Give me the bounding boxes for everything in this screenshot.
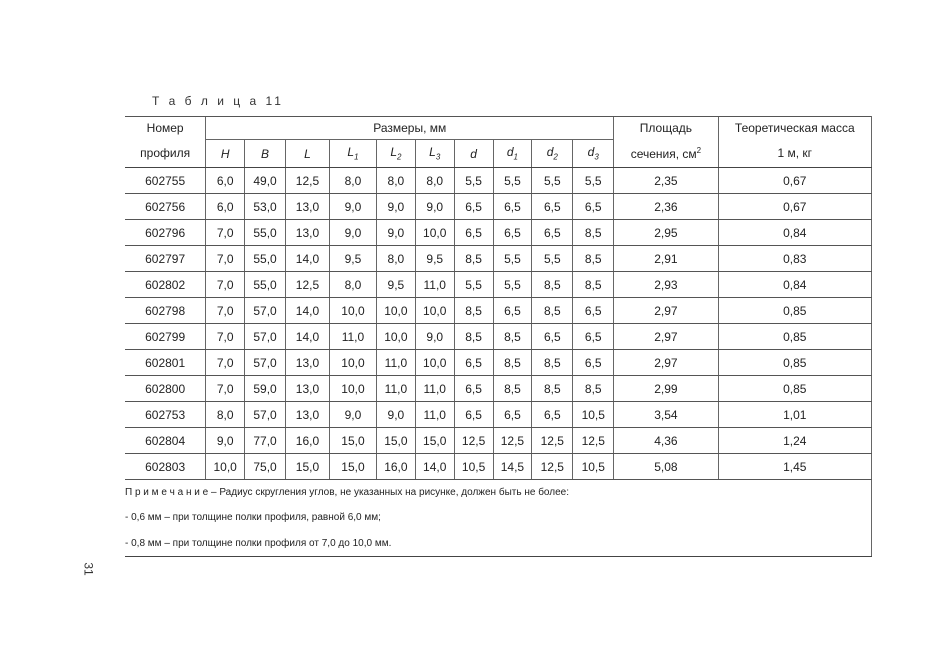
table-cell: 5,5 [493,246,532,272]
table-cell: 10,5 [454,454,493,480]
table-cell: 0,85 [718,350,871,376]
note-heading-text: П р и м е ч а н и е – Радиус скругления углов, не указанных на рисунке, должен быть не более: [125,480,872,506]
table-row [125,220,872,246]
table-cell: 13,0 [286,350,330,376]
table-cell: 12,5 [493,428,532,454]
table-cell: 57,0 [245,298,286,324]
table-cell: 13,0 [286,220,330,246]
table-cell: 10,0 [329,298,376,324]
table-cell: 5,5 [573,168,614,194]
table-cell: 11,0 [415,402,454,428]
dimension-symbol: H [220,146,230,161]
table-cell: 15,0 [286,454,330,480]
profile-number-cell: 602803 [125,454,206,480]
table-cell: 2,99 [614,376,718,402]
table-cell: 6,5 [454,220,493,246]
table-cell: 2,36 [614,194,718,220]
table-cell: 6,5 [493,298,532,324]
dimension-index: 3 [594,152,599,162]
table-cell: 6,5 [532,220,573,246]
table-cell: 2,97 [614,324,718,350]
dimension-symbol: L [390,145,397,160]
table-cell: 10,5 [573,402,614,428]
profile-number-cell: 602755 [125,168,206,194]
dimension-subheader [245,140,286,168]
table-cell: 9,0 [415,324,454,350]
table-cell: 49,0 [245,168,286,194]
table-cell: 6,5 [493,194,532,220]
table-cell: 10,0 [415,220,454,246]
mass-header: Теоретическая масса [718,117,871,140]
dimensions-header: Размеры, мм [206,117,614,140]
dimension-index: 2 [553,152,558,162]
table-cell: 8,0 [376,168,415,194]
table-cell: 6,5 [493,402,532,428]
table-cell: 8,5 [532,298,573,324]
table-cell: 8,5 [454,298,493,324]
table-cell: 8,5 [532,350,573,376]
table-cell: 15,0 [329,454,376,480]
dimension-subheader [329,140,376,168]
table-cell: 16,0 [376,454,415,480]
dimension-subheader [206,140,245,168]
profile-number-cell: 602801 [125,350,206,376]
table-cell: 10,5 [573,454,614,480]
table-cell: 12,5 [286,168,330,194]
table-cell: 15,0 [415,428,454,454]
table-cell: 6,5 [573,350,614,376]
table-cell: 13,0 [286,376,330,402]
table-cell: 55,0 [245,220,286,246]
table-cell: 12,5 [286,272,330,298]
dimension-index: 1 [354,152,359,162]
table-cell: 7,0 [206,272,245,298]
table-cell: 8,5 [532,376,573,402]
profile-number-cell: 602802 [125,272,206,298]
note-item-2-text: - 0,8 мм – при толщине полки профиля от 7,0 до 10,0 мм. [125,530,872,557]
table-cell: 5,08 [614,454,718,480]
dimension-subheader [376,140,415,168]
profile-number-cell: 602756 [125,194,206,220]
table-cell: 8,5 [573,376,614,402]
table-cell: 9,0 [329,194,376,220]
table-cell: 7,0 [206,298,245,324]
table-cell: 4,36 [614,428,718,454]
table-row [125,272,872,298]
table-cell: 14,0 [286,298,330,324]
table-cell: 75,0 [245,454,286,480]
table-cell: 10,0 [376,324,415,350]
table-row [125,246,872,272]
mass-header-line2: 1 м, кг [718,140,871,168]
table-row [125,376,872,402]
table-cell: 9,0 [376,220,415,246]
table-cell: 11,0 [329,324,376,350]
table-cell: 5,5 [493,168,532,194]
dimension-symbol: d [546,145,554,160]
area-unit-label: сечения, см [630,146,697,161]
table-cell: 8,5 [454,246,493,272]
profile-number-cell: 602800 [125,376,206,402]
table-row [125,454,872,480]
table-cell: 0,85 [718,376,871,402]
table-cell: 5,5 [493,272,532,298]
area-header-line2 [614,140,718,168]
table-caption: Т а б л и ц а 11 [152,94,284,108]
table-cell: 9,0 [415,194,454,220]
profile-number-cell: 602796 [125,220,206,246]
table-cell: 6,5 [532,194,573,220]
table-cell: 9,0 [329,220,376,246]
table-cell: 13,0 [286,402,330,428]
table-cell: 6,5 [454,350,493,376]
table-cell: 10,0 [415,350,454,376]
table-cell: 8,5 [573,272,614,298]
table-cell: 15,0 [329,428,376,454]
table-cell: 8,5 [573,220,614,246]
table-cell: 5,5 [454,272,493,298]
table-cell: 0,83 [718,246,871,272]
table-cell: 9,0 [206,428,245,454]
dimension-subheader [454,140,493,168]
table-cell: 2,93 [614,272,718,298]
table-cell: 2,91 [614,246,718,272]
table-cell: 9,5 [329,246,376,272]
table-cell: 12,5 [532,428,573,454]
table-cell: 16,0 [286,428,330,454]
table-cell: 5,5 [532,246,573,272]
table-cell: 1,01 [718,402,871,428]
table-cell: 6,5 [532,324,573,350]
page-number: 31 [81,562,96,576]
table-cell: 2,97 [614,298,718,324]
table-cell: 77,0 [245,428,286,454]
table-cell: 0,84 [718,272,871,298]
table-cell: 7,0 [206,376,245,402]
dimension-index: 2 [397,152,402,162]
table-row [125,168,872,194]
profile-dimensions-table [125,116,872,557]
area-header: Площадь [614,117,718,140]
table-cell: 1,24 [718,428,871,454]
table-cell: 0,85 [718,298,871,324]
table-cell: 57,0 [245,350,286,376]
table-cell: 10,0 [329,376,376,402]
dimension-subheader [415,140,454,168]
table-cell: 53,0 [245,194,286,220]
dimension-symbol: L [304,146,311,161]
header-row-sub [125,140,872,168]
table-cell: 9,5 [376,272,415,298]
table-cell: 8,5 [493,376,532,402]
profile-number-cell: 602804 [125,428,206,454]
table-cell: 2,97 [614,350,718,376]
table-cell: 55,0 [245,272,286,298]
table-cell: 6,5 [454,402,493,428]
table-cell: 55,0 [245,246,286,272]
table-cell: 2,35 [614,168,718,194]
table-cell: 9,5 [415,246,454,272]
dimension-symbol: d [470,146,477,161]
table-cell: 9,0 [329,402,376,428]
table-cell: 11,0 [376,350,415,376]
table-cell: 0,67 [718,194,871,220]
table-cell: 8,5 [493,350,532,376]
dimension-subheader [286,140,330,168]
table-cell: 5,5 [532,168,573,194]
table-body [125,168,872,557]
table-cell: 14,5 [493,454,532,480]
table-cell: 10,0 [415,298,454,324]
profile-number-cell: 602799 [125,324,206,350]
table-row [125,298,872,324]
table-cell: 11,0 [376,376,415,402]
table-cell: 8,0 [415,168,454,194]
table-cell: 0,67 [718,168,871,194]
table-cell: 6,5 [454,376,493,402]
table-cell: 14,0 [286,246,330,272]
table-cell: 8,5 [454,324,493,350]
dimension-symbol: d [587,145,595,160]
table-row [125,350,872,376]
table-cell: 8,0 [206,402,245,428]
table-cell: 57,0 [245,324,286,350]
number-header-line2: профиля [125,140,206,168]
table-cell: 8,0 [329,168,376,194]
table-cell: 10,0 [329,350,376,376]
table-cell: 6,0 [206,168,245,194]
table-cell: 14,0 [415,454,454,480]
table-cell: 8,5 [493,324,532,350]
table-cell: 6,5 [573,324,614,350]
note-item-2 [125,530,872,557]
table-row [125,402,872,428]
table-cell: 6,5 [573,298,614,324]
table-row [125,324,872,350]
table-cell: 8,5 [532,272,573,298]
table-cell: 57,0 [245,402,286,428]
table-cell: 9,0 [376,402,415,428]
table-cell: 10,0 [376,298,415,324]
table-cell: 8,5 [573,246,614,272]
table-cell: 7,0 [206,350,245,376]
table-cell: 5,5 [454,168,493,194]
note-item-1-text: - 0,6 мм – при толщине полки профиля, равной 6,0 мм; [125,505,872,530]
profile-number-cell: 602798 [125,298,206,324]
number-header: Номер [125,117,206,140]
table-cell: 6,0 [206,194,245,220]
table-cell: 8,0 [376,246,415,272]
table-cell: 15,0 [376,428,415,454]
note-item-1 [125,505,872,530]
table-row [125,194,872,220]
table-cell: 7,0 [206,246,245,272]
table-cell: 11,0 [415,376,454,402]
dimension-subheader [573,140,614,168]
dimension-index: 1 [513,152,518,162]
table-cell: 2,95 [614,220,718,246]
note-heading [125,480,872,506]
table-cell: 0,84 [718,220,871,246]
table-cell: 7,0 [206,324,245,350]
table-cell: 6,5 [454,194,493,220]
table-cell: 0,85 [718,324,871,350]
dimension-symbol: B [261,146,270,161]
table-cell: 6,5 [573,194,614,220]
dimension-subheader [532,140,573,168]
table-cell: 3,54 [614,402,718,428]
dimension-subheader [493,140,532,168]
table-cell: 9,0 [376,194,415,220]
table-cell: 1,45 [718,454,871,480]
table-cell: 7,0 [206,220,245,246]
profile-number-cell: 602753 [125,402,206,428]
dimension-symbol: L [429,145,436,160]
dimension-index: 3 [435,152,441,162]
table-cell: 12,5 [454,428,493,454]
table-cell: 8,0 [329,272,376,298]
header-row-top [125,117,872,140]
dimension-symbol: L [347,145,355,160]
table-cell: 14,0 [286,324,330,350]
table-row [125,428,872,454]
table-cell: 6,5 [532,402,573,428]
profile-number-cell: 602797 [125,246,206,272]
table-cell: 11,0 [415,272,454,298]
table-cell: 13,0 [286,194,330,220]
table-cell: 59,0 [245,376,286,402]
table-cell: 6,5 [493,220,532,246]
table-cell: 12,5 [573,428,614,454]
table-cell: 12,5 [532,454,573,480]
dimension-symbol: d [506,145,514,160]
area-unit-superscript: 2 [696,145,702,155]
table-cell: 10,0 [206,454,245,480]
